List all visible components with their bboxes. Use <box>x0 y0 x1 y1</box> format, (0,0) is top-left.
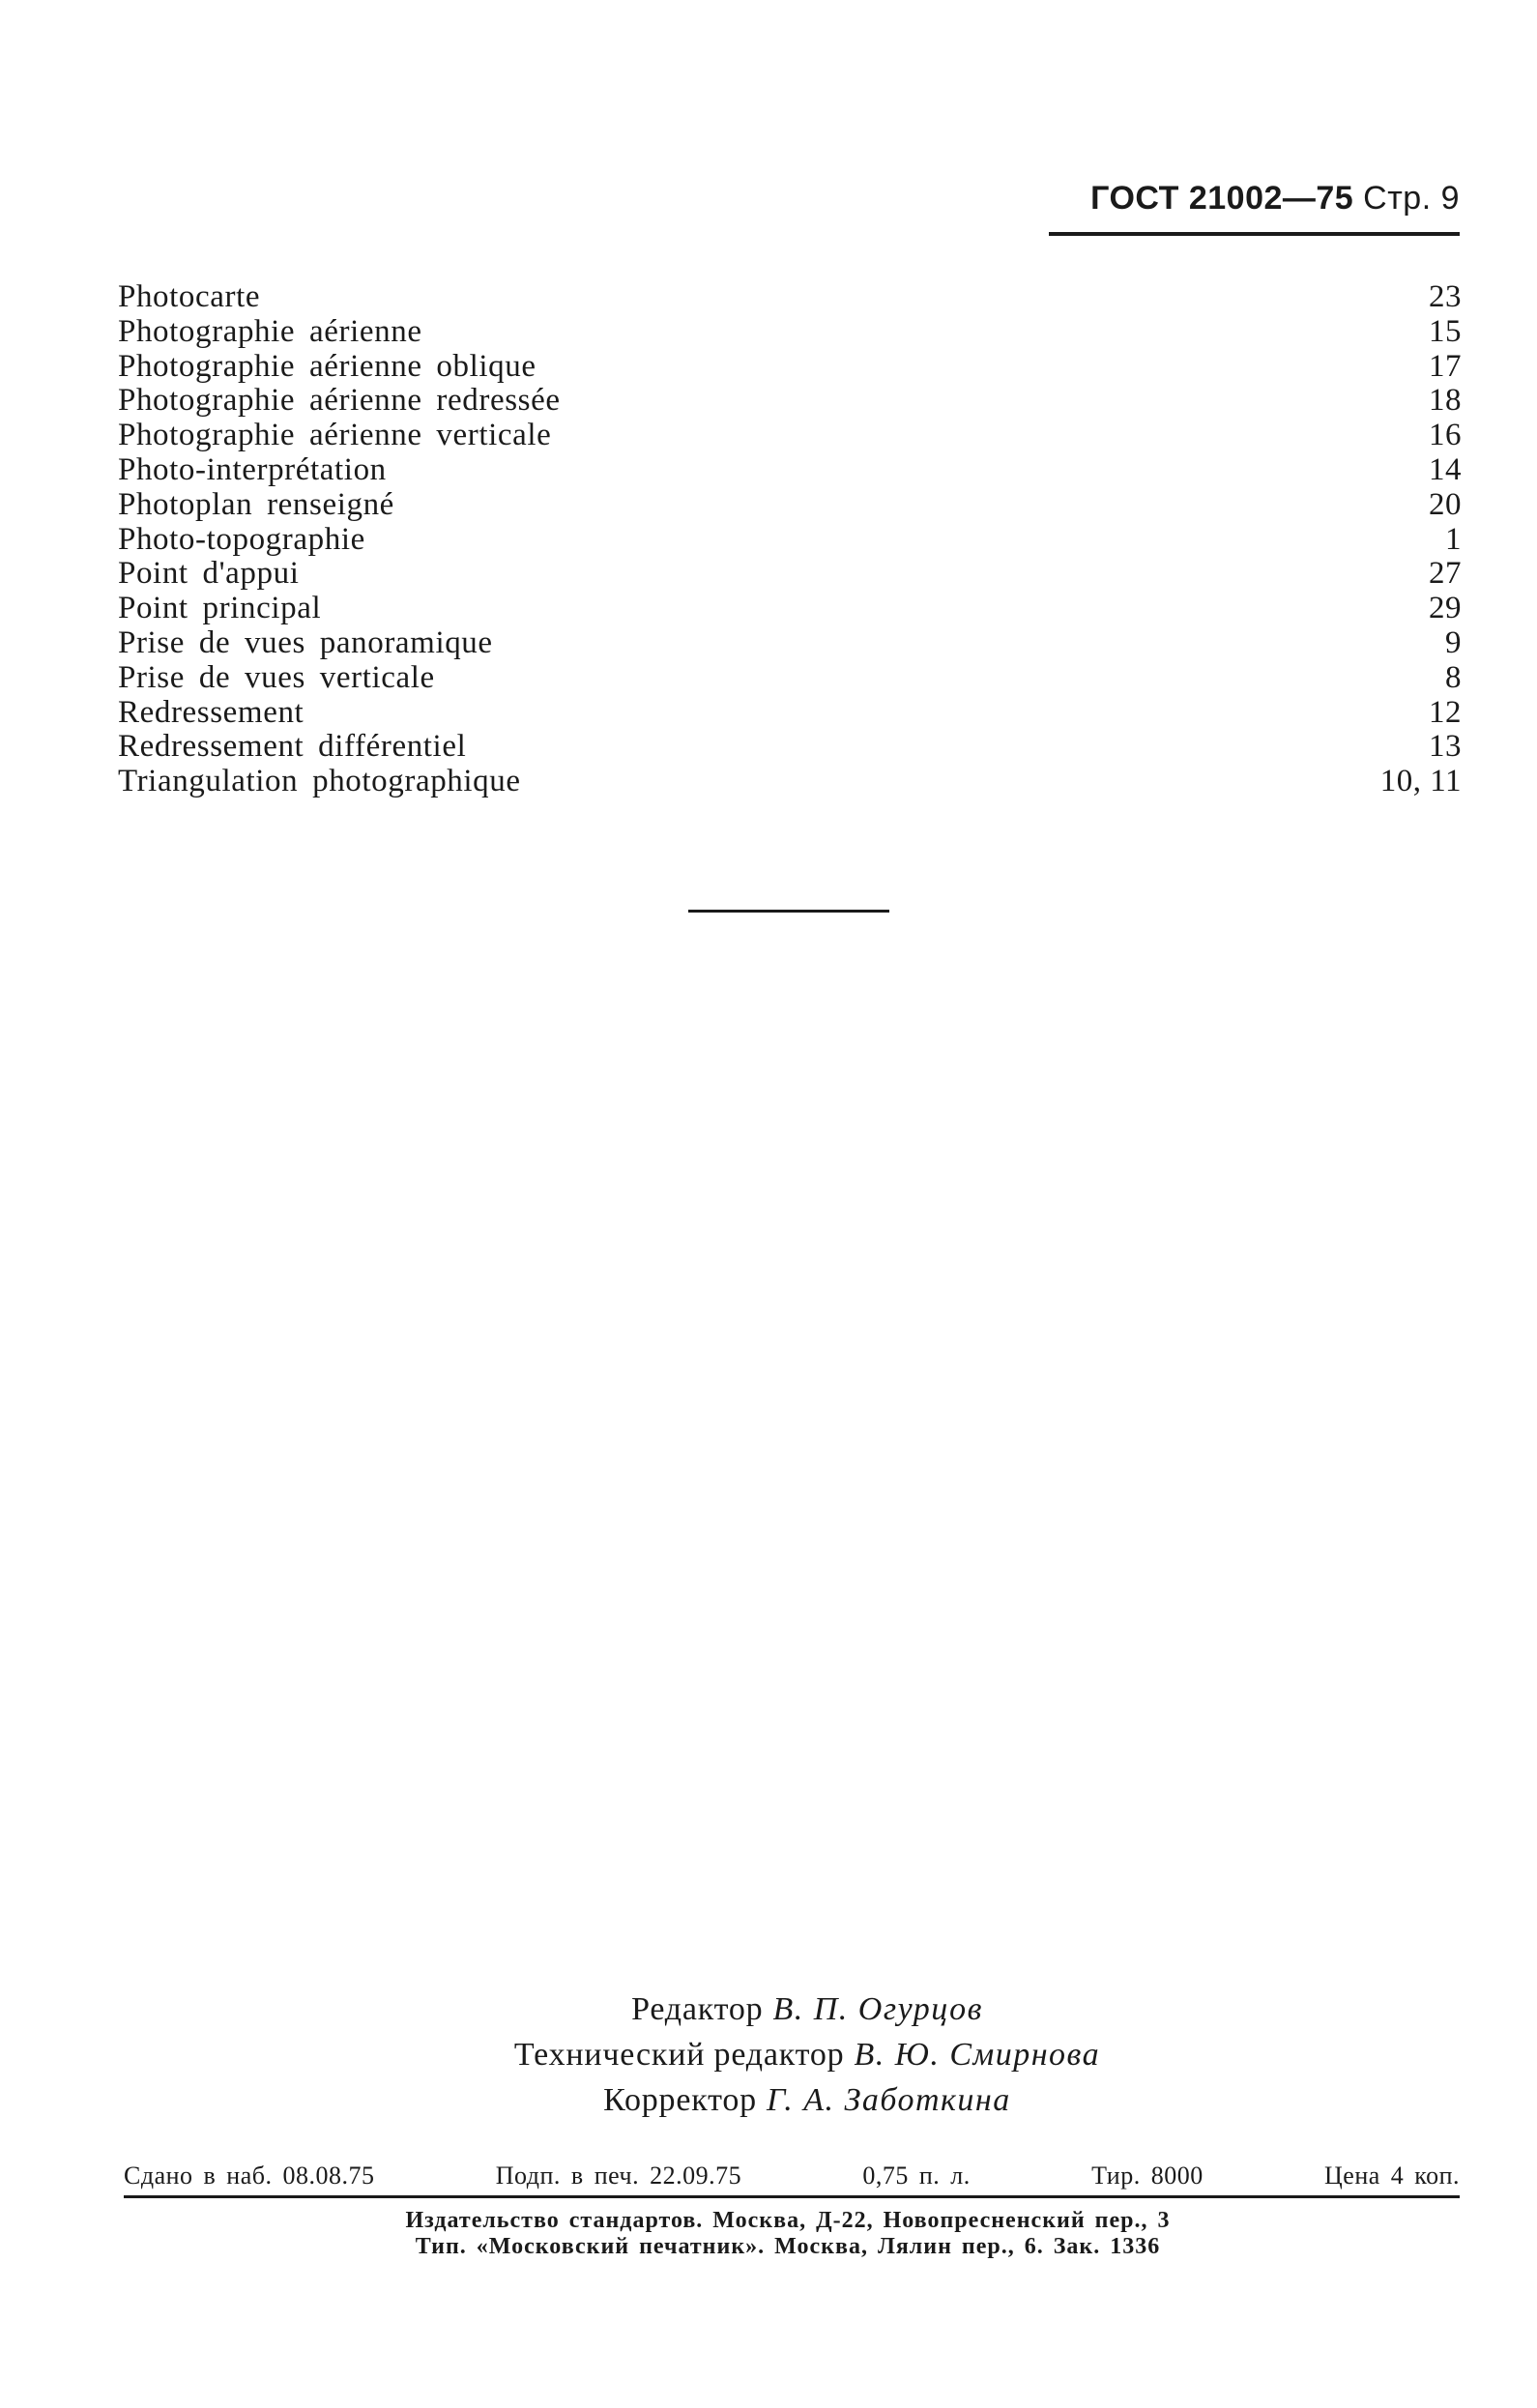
index-entry <box>118 592 1462 626</box>
credits <box>0 1987 1537 2123</box>
index-entry <box>118 384 1462 419</box>
index-ref: 29 <box>1429 591 1462 626</box>
index-ref: 8 <box>1445 659 1462 695</box>
tech-editor-role: Технический редактор <box>513 2037 845 2073</box>
index-ref: 14 <box>1429 451 1462 487</box>
index-term: Photocarte <box>118 279 261 314</box>
price: Цена 4 коп. <box>1324 2161 1460 2190</box>
page-header <box>1090 180 1460 218</box>
editor-role: Редактор <box>631 1991 764 2027</box>
standard-number: ГОСТ 21002—75 <box>1090 180 1354 217</box>
imprint-rule <box>124 2195 1460 2198</box>
index-entry <box>118 696 1462 731</box>
index-entry <box>118 557 1462 592</box>
index-entry <box>118 315 1462 350</box>
index-entry <box>118 419 1462 453</box>
index-term: Redressement <box>118 694 304 730</box>
index-entry <box>118 523 1462 558</box>
editor-name: В. П. Огурцов <box>772 1991 983 2027</box>
index-term: Point d'appui <box>118 556 300 592</box>
tech-editor-name: В. Ю. Смирнова <box>854 2037 1101 2073</box>
index-term: Point principal <box>118 591 322 626</box>
index-ref: 17 <box>1429 348 1462 384</box>
index-term: Triangulation photographique <box>118 764 521 799</box>
proofreader-name: Г. А. Заботкина <box>766 2082 1011 2118</box>
proofreader-role: Корректор <box>603 2082 757 2118</box>
index-list <box>118 280 1462 799</box>
index-ref: 1 <box>1445 521 1462 557</box>
section-divider <box>688 910 889 913</box>
index-ref: 15 <box>1429 313 1462 349</box>
proofreader-line <box>0 2077 1537 2123</box>
index-ref: 13 <box>1429 729 1462 765</box>
index-term: Photo-topographie <box>118 521 365 557</box>
index-ref: 23 <box>1429 279 1462 314</box>
editor-line <box>0 1987 1537 2032</box>
print-run: Тир. 8000 <box>1091 2161 1204 2190</box>
printer-line: Тип. «Московский печатник». Москва, Лялин пер., 6. Зак. 1336 <box>415 2234 1161 2259</box>
publisher-info <box>0 2208 1537 2260</box>
imprint-line <box>124 2161 1460 2190</box>
index-entry <box>118 280 1462 315</box>
index-entry <box>118 453 1462 488</box>
index-term: Photo-interprétation <box>118 451 387 487</box>
index-ref: 18 <box>1429 383 1462 419</box>
header-rule <box>1049 232 1460 236</box>
index-term: Prise de vues panoramique <box>118 624 493 660</box>
index-entry <box>118 730 1462 765</box>
index-ref: 16 <box>1429 418 1462 453</box>
index-entry <box>118 488 1462 523</box>
publisher-line: Издательство стандартов. Москва, Д-22, Новопресненский пер., 3 <box>405 2208 1171 2233</box>
index-entry <box>118 765 1462 799</box>
index-entry <box>118 661 1462 696</box>
index-ref: 12 <box>1429 694 1462 730</box>
index-ref: 20 <box>1429 486 1462 522</box>
index-term: Redressement différentiel <box>118 729 467 765</box>
index-ref: 9 <box>1445 624 1462 660</box>
tech-editor-line <box>0 2032 1537 2077</box>
index-ref: 27 <box>1429 556 1462 592</box>
index-term: Photographie aérienne oblique <box>118 348 536 384</box>
index-entry <box>118 626 1462 661</box>
index-ref: 10, 11 <box>1379 764 1462 799</box>
index-term: Photographie aérienne redressée <box>118 383 561 419</box>
index-term: Photographie aérienne <box>118 313 422 349</box>
index-term: Prise de vues verticale <box>118 659 435 695</box>
signed-date: Подп. в печ. 22.09.75 <box>495 2161 742 2190</box>
index-term: Photographie aérienne verticale <box>118 418 552 453</box>
page-number: Стр. 9 <box>1363 180 1460 217</box>
index-term: Photoplan renseigné <box>118 486 394 522</box>
index-entry <box>118 350 1462 385</box>
submitted-date: Сдано в наб. 08.08.75 <box>124 2161 375 2190</box>
sheet-count: 0,75 п. л. <box>862 2161 971 2190</box>
